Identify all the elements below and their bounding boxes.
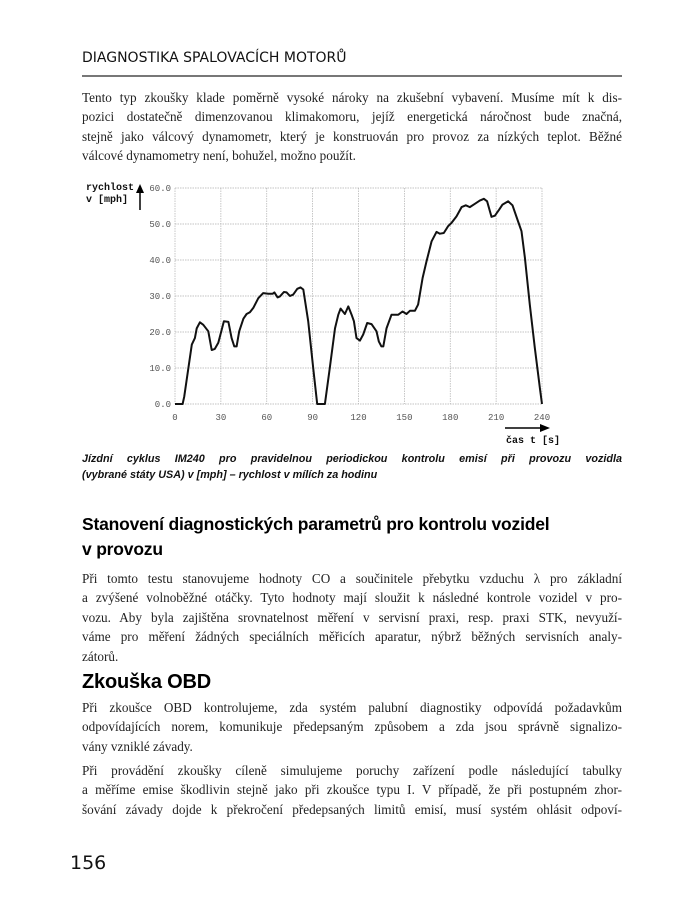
- x-tick-label: 240: [533, 413, 551, 423]
- y-tick-label: 20.0: [149, 328, 171, 338]
- y-tick-label: 50.0: [149, 220, 171, 230]
- text-line: šování závady dojde k překročení předepsaných limitů emisí, musí systém ohlásit odpoví-: [82, 801, 622, 817]
- section2-paragraph-1: [82, 698, 622, 756]
- caption-line: (vybrané státy USA) v [mph] – rychlost v mílích za hodinu: [82, 469, 378, 481]
- y-tick-label: 10.0: [149, 364, 171, 374]
- text-line: a zvýšené volnoběžné otáčky. Tyto hodnoty mají sloužit k následné kontrole vozidel v pro-: [82, 590, 622, 606]
- y-axis-label-line2: v [mph]: [86, 195, 129, 206]
- section1-paragraph: [82, 569, 622, 666]
- text-line: Při provádění zkoušky cíleně simulujeme poruchy zařízení podle následující tabulky: [82, 763, 622, 778]
- x-tick-label: 60: [261, 413, 273, 423]
- text-line: vozu. Aby byla zajištěna srovnatelnost měření v servisní praxi, resp. praxi STK, nevyuží-: [82, 609, 622, 625]
- y-tick-label: 0.0: [154, 400, 171, 410]
- x-tick-label: 90: [307, 413, 319, 423]
- caption-line: Jízdní cyklus IM240 pro pravidelnou periodickou kontrolu emisí při provozu vozidla: [82, 453, 622, 465]
- x-tick-label: 180: [442, 413, 459, 423]
- text-line: Při zkoušce OBD kontrolujeme, zda systém palubní diagnostiky odpovídá požadavkům: [82, 700, 622, 715]
- heading-line: Stanovení diagnostických parametrů pro kontrolu vozidel: [82, 514, 550, 534]
- text-line: váme pro měření žádných speciálních měřicích aparatur, nýbrž běžných servisních analy-: [82, 629, 622, 645]
- text-line: Při tomto testu stanovujeme hodnoty CO a součinitele přebytku vzduchu λ pro základní: [82, 571, 622, 586]
- chart-ticks: [149, 184, 550, 423]
- chart-grid: [175, 188, 542, 404]
- text-line: stejně jako válcový dynamometr, který je konstruován pro provoz za nízkých teplot. Běžné: [82, 128, 622, 144]
- section-heading-obd: Zkouška OBD: [82, 671, 211, 693]
- text-line: odpovídajících norem, komunikuje předepsaným způsobem a zda jsou správně signalizo-: [82, 719, 622, 735]
- text-line: zátorů.: [82, 648, 119, 664]
- text-line: Tento typ zkoušky klade poměrně vysoké nároky na zkušební vybavení. Musíme mít k dis-: [82, 90, 622, 105]
- x-tick-label: 0: [172, 413, 178, 423]
- y-tick-label: 30.0: [149, 292, 171, 302]
- text-line: vány vzniklé závady.: [82, 738, 193, 754]
- x-tick-label: 30: [215, 413, 227, 423]
- heading-line: v provozu: [82, 539, 163, 559]
- page-number: 156: [70, 852, 107, 874]
- text-line: válcové dynamometry není, bohužel, možno použít.: [82, 148, 356, 164]
- running-header: DIAGNOSTIKA SPALOVACÍCH MOTORŮ: [82, 50, 347, 66]
- y-axis-arrow-icon: [136, 184, 144, 210]
- text-line: pozici dostatečně dimenzovanou klimakomoru, jejíž energetická náročnost bude značná,: [82, 109, 622, 125]
- section-heading-diagnostic-parameters: [82, 512, 622, 562]
- figure-caption: [82, 451, 622, 483]
- x-tick-label: 120: [350, 413, 367, 423]
- x-tick-label: 210: [488, 413, 505, 423]
- x-axis-arrow-icon: [505, 424, 550, 432]
- y-tick-label: 40.0: [149, 256, 171, 266]
- y-axis-label-line1: rychlost: [86, 183, 135, 194]
- x-tick-label: 150: [396, 413, 413, 423]
- section2-paragraph-2: [82, 761, 622, 819]
- text-line: a měříme emise škodlivin stejně jako při zkoušce typu I. V případě, že při postupném zhor-: [82, 782, 622, 798]
- speed-chart: [0, 0, 700, 450]
- x-axis-label: čas t [s]: [506, 436, 561, 447]
- y-tick-label: 60.0: [149, 184, 171, 194]
